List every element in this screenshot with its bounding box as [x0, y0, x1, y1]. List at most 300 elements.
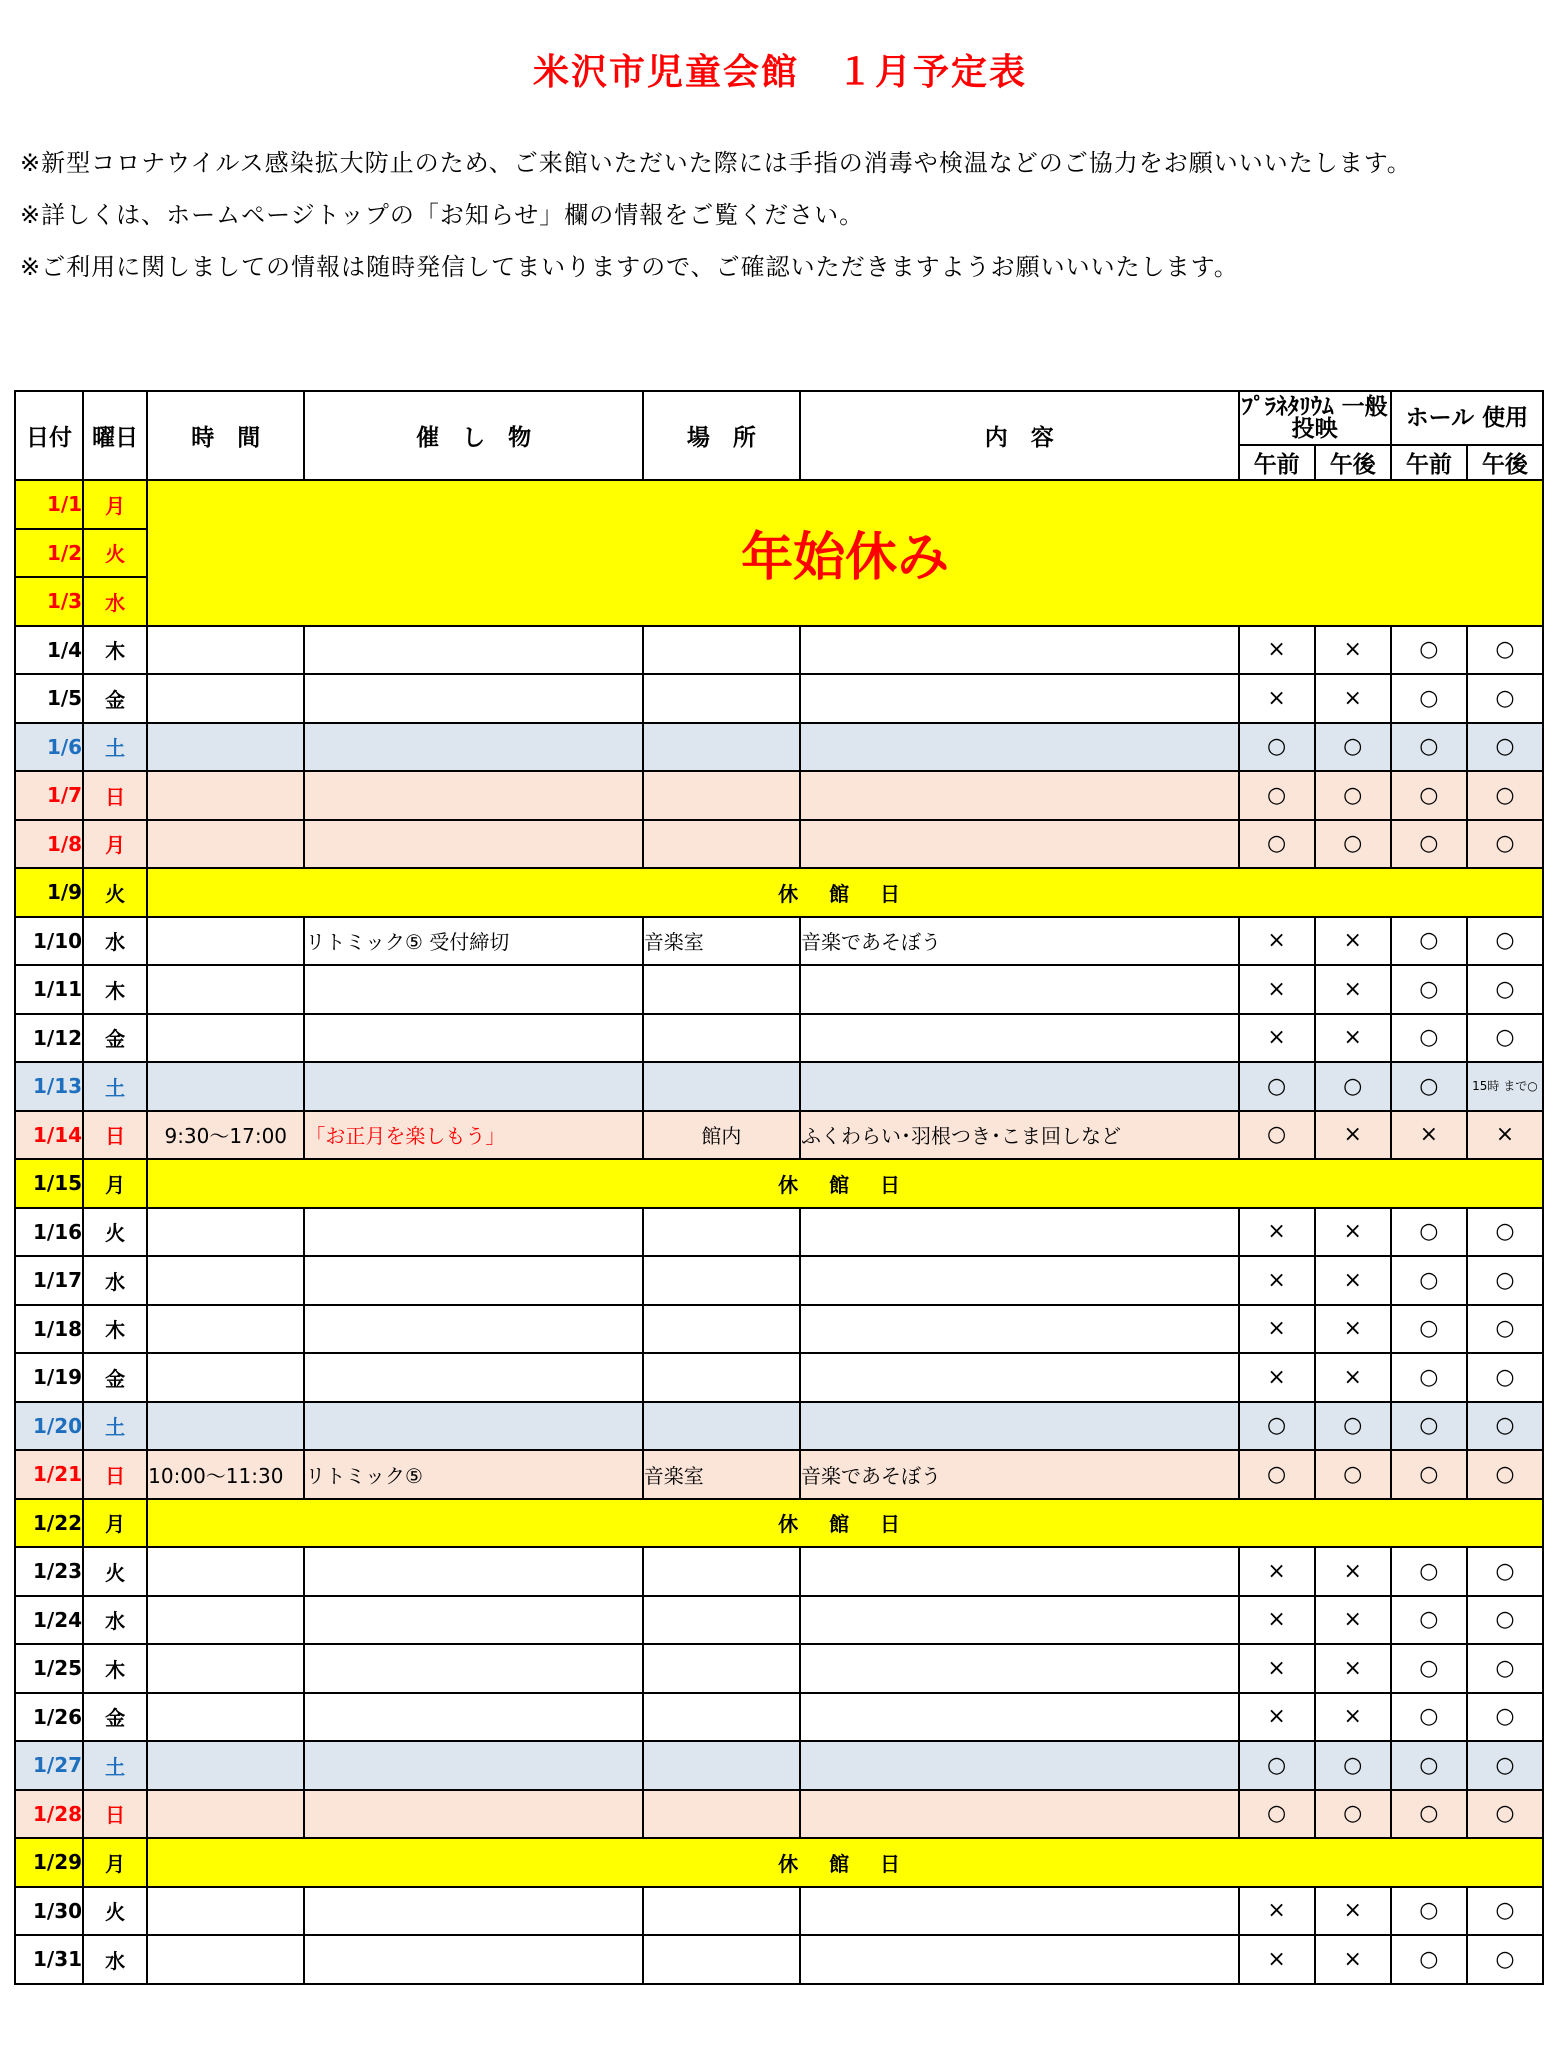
table-row: [15, 1887, 1543, 1936]
time-cell: [147, 1547, 304, 1596]
header-hall-pm: 午後: [1467, 445, 1543, 480]
weekday-cell: 火: [83, 529, 147, 578]
content-cell: [800, 1693, 1239, 1742]
content-cell: ふくわらい･羽根つき･こま回しなど: [800, 1111, 1239, 1160]
hall-pm-cell: ○: [1467, 1741, 1543, 1790]
event-cell: [304, 1547, 642, 1596]
content-cell: 音楽であそぼう: [800, 917, 1239, 966]
event-cell: [304, 1741, 642, 1790]
table-row: [15, 1014, 1543, 1063]
date-cell: 1/27: [15, 1741, 83, 1790]
table-row: [15, 771, 1543, 820]
table-row: [15, 868, 1543, 917]
header-planetarium-pm: 午後: [1315, 445, 1391, 480]
event-cell: [304, 1208, 642, 1257]
hall-pm-cell: ○: [1467, 1547, 1543, 1596]
date-cell: 1/30: [15, 1887, 83, 1936]
weekday-cell: 火: [83, 1887, 147, 1936]
place-cell: [643, 1305, 800, 1354]
hall-pm-cell: ○: [1467, 771, 1543, 820]
weekday-cell: 月: [83, 820, 147, 869]
event-cell: [304, 1014, 642, 1063]
header-event: 催 し 物: [304, 391, 642, 480]
planetarium-pm-cell: ×: [1315, 1693, 1391, 1742]
event-cell: [304, 626, 642, 675]
event-cell: [304, 1402, 642, 1451]
hall-am-cell: ○: [1391, 723, 1467, 772]
place-cell: [643, 1790, 800, 1839]
place-cell: [643, 1935, 800, 1984]
content-cell: [800, 1062, 1239, 1111]
planetarium-pm-cell: ×: [1315, 1208, 1391, 1257]
closed-day-label: 休 館 日: [147, 868, 1543, 917]
header-weekday: 曜日: [83, 391, 147, 480]
planetarium-am-cell: ×: [1239, 674, 1315, 723]
date-cell: 1/21: [15, 1450, 83, 1499]
table-row: [15, 1693, 1543, 1742]
weekday-cell: 土: [83, 723, 147, 772]
time-cell: [147, 723, 304, 772]
planetarium-am-cell: ×: [1239, 1887, 1315, 1936]
hall-pm-cell: ○: [1467, 626, 1543, 675]
content-cell: [800, 1741, 1239, 1790]
planetarium-pm-cell: ○: [1315, 1062, 1391, 1111]
header-time: 時 間: [147, 391, 304, 480]
date-cell: 1/17: [15, 1256, 83, 1305]
date-cell: 1/12: [15, 1014, 83, 1063]
planetarium-pm-cell: ○: [1315, 820, 1391, 869]
weekday-cell: 土: [83, 1741, 147, 1790]
event-cell: [304, 1305, 642, 1354]
planetarium-am-cell: ×: [1239, 1256, 1315, 1305]
header-date: 日付: [15, 391, 83, 480]
weekday-cell: 水: [83, 1256, 147, 1305]
weekday-cell: 日: [83, 1790, 147, 1839]
content-cell: [800, 1014, 1239, 1063]
place-cell: 音楽室: [643, 1450, 800, 1499]
planetarium-pm-cell: ○: [1315, 723, 1391, 772]
hall-pm-cell: ○: [1467, 1305, 1543, 1354]
schedule-body: [15, 480, 1543, 1984]
hall-pm-cell: ○: [1467, 674, 1543, 723]
table-row: [15, 1935, 1543, 1984]
content-cell: [800, 965, 1239, 1014]
weekday-cell: 日: [83, 771, 147, 820]
content-cell: [800, 1402, 1239, 1451]
hall-pm-cell: ○: [1467, 820, 1543, 869]
planetarium-am-cell: ×: [1239, 1596, 1315, 1645]
planetarium-am-cell: ×: [1239, 1935, 1315, 1984]
time-cell: [147, 1208, 304, 1257]
place-cell: [643, 771, 800, 820]
time-cell: [147, 1644, 304, 1693]
time-cell: 10:00～11:30: [147, 1450, 304, 1499]
header-planetarium: ﾌﾟﾗﾈﾀﾘｳﾑ 一般投映: [1239, 391, 1391, 445]
date-cell: 1/31: [15, 1935, 83, 1984]
event-cell: リトミック⑤ 受付締切: [304, 917, 642, 966]
planetarium-am-cell: ○: [1239, 820, 1315, 869]
table-row: [15, 1644, 1543, 1693]
planetarium-am-cell: ○: [1239, 771, 1315, 820]
planetarium-pm-cell: ×: [1315, 1305, 1391, 1354]
date-cell: 1/15: [15, 1159, 83, 1208]
date-cell: 1/7: [15, 771, 83, 820]
weekday-cell: 木: [83, 1305, 147, 1354]
table-row: [15, 723, 1543, 772]
place-cell: [643, 723, 800, 772]
closed-day-label: 休 館 日: [147, 1838, 1543, 1887]
event-cell: [304, 771, 642, 820]
place-cell: [643, 1402, 800, 1451]
event-cell: [304, 1790, 642, 1839]
weekday-cell: 土: [83, 1402, 147, 1451]
table-row: [15, 1790, 1543, 1839]
planetarium-am-cell: ×: [1239, 1547, 1315, 1596]
weekday-cell: 月: [83, 1159, 147, 1208]
date-cell: 1/16: [15, 1208, 83, 1257]
notice-line: ※詳しくは、ホームページトップの「お知らせ」欄の情報をご覧ください。: [20, 201, 865, 229]
date-cell: 1/10: [15, 917, 83, 966]
planetarium-am-cell: ○: [1239, 1450, 1315, 1499]
planetarium-pm-cell: ○: [1315, 1402, 1391, 1451]
notice-line: ※新型コロナウイルス感染拡大防止のため、ご来館いただいた際には手指の消毒や検温などのご協力をお願いいいたします。: [20, 149, 1412, 177]
date-cell: 1/24: [15, 1596, 83, 1645]
hall-am-cell: ○: [1391, 771, 1467, 820]
place-cell: [643, 1256, 800, 1305]
header-place: 場 所: [643, 391, 800, 480]
table-row: [15, 1838, 1543, 1887]
weekday-cell: 月: [83, 1838, 147, 1887]
planetarium-pm-cell: ×: [1315, 674, 1391, 723]
planetarium-am-cell: ×: [1239, 1644, 1315, 1693]
content-cell: [800, 1353, 1239, 1402]
time-cell: [147, 1693, 304, 1742]
event-cell: [304, 723, 642, 772]
hall-am-cell: ○: [1391, 917, 1467, 966]
place-cell: [643, 626, 800, 675]
planetarium-pm-cell: ×: [1315, 1887, 1391, 1936]
content-cell: [800, 1935, 1239, 1984]
time-cell: [147, 674, 304, 723]
hall-pm-cell: ○: [1467, 1256, 1543, 1305]
hall-pm-cell: ○: [1467, 917, 1543, 966]
planetarium-pm-cell: ×: [1315, 626, 1391, 675]
planetarium-am-cell: ×: [1239, 626, 1315, 675]
header-content: 内 容: [800, 391, 1239, 480]
weekday-cell: 木: [83, 1644, 147, 1693]
date-cell: 1/28: [15, 1790, 83, 1839]
page-title: 米沢市児童会館 １月予定表: [532, 52, 1027, 93]
date-cell: 1/22: [15, 1499, 83, 1548]
time-cell: [147, 1790, 304, 1839]
hall-am-cell: ○: [1391, 1402, 1467, 1451]
event-cell: [304, 1353, 642, 1402]
event-cell: [304, 1062, 642, 1111]
weekday-cell: 日: [83, 1450, 147, 1499]
table-row: [15, 820, 1543, 869]
weekday-cell: 月: [83, 480, 147, 529]
event-cell: [304, 1693, 642, 1742]
time-cell: 9:30～17:00: [147, 1111, 304, 1160]
planetarium-pm-cell: ×: [1315, 1935, 1391, 1984]
hall-am-cell: ○: [1391, 1256, 1467, 1305]
hall-am-cell: ○: [1391, 820, 1467, 869]
planetarium-pm-cell: ○: [1315, 1450, 1391, 1499]
table-row: [15, 1596, 1543, 1645]
place-cell: [643, 1547, 800, 1596]
hall-am-cell: ○: [1391, 1450, 1467, 1499]
planetarium-am-cell: ○: [1239, 1790, 1315, 1839]
hall-am-cell: ○: [1391, 1693, 1467, 1742]
table-row: [15, 626, 1543, 675]
hall-pm-cell: ○: [1467, 1596, 1543, 1645]
hall-am-cell: ○: [1391, 626, 1467, 675]
planetarium-pm-cell: ×: [1315, 1644, 1391, 1693]
planetarium-pm-cell: ×: [1315, 1256, 1391, 1305]
time-cell: [147, 820, 304, 869]
content-cell: [800, 626, 1239, 675]
hall-am-cell: ○: [1391, 1353, 1467, 1402]
time-cell: [147, 1596, 304, 1645]
hall-pm-cell: ○: [1467, 965, 1543, 1014]
hall-am-cell: ○: [1391, 1547, 1467, 1596]
weekday-cell: 火: [83, 1208, 147, 1257]
hall-am-cell: ○: [1391, 1887, 1467, 1936]
planetarium-am-cell: ×: [1239, 1305, 1315, 1354]
place-cell: [643, 1741, 800, 1790]
date-cell: 1/9: [15, 868, 83, 917]
header-hall-am: 午前: [1391, 445, 1467, 480]
hall-am-cell: ○: [1391, 965, 1467, 1014]
time-cell: [147, 771, 304, 820]
content-cell: 音楽であそぼう: [800, 1450, 1239, 1499]
date-cell: 1/2: [15, 529, 83, 578]
time-cell: [147, 626, 304, 675]
date-cell: 1/1: [15, 480, 83, 529]
hall-pm-cell: ○: [1467, 1450, 1543, 1499]
place-cell: [643, 820, 800, 869]
table-row: [15, 1353, 1543, 1402]
table-row: [15, 1305, 1543, 1354]
event-cell: [304, 820, 642, 869]
weekday-cell: 月: [83, 1499, 147, 1548]
content-cell: [800, 1790, 1239, 1839]
weekday-cell: 金: [83, 1693, 147, 1742]
weekday-cell: 木: [83, 965, 147, 1014]
weekday-cell: 木: [83, 626, 147, 675]
time-cell: [147, 1353, 304, 1402]
table-row: [15, 1208, 1543, 1257]
date-cell: 1/29: [15, 1838, 83, 1887]
table-row: [15, 674, 1543, 723]
hall-pm-cell: ○: [1467, 1887, 1543, 1936]
hall-pm-cell: ○: [1467, 723, 1543, 772]
place-cell: [643, 965, 800, 1014]
date-cell: 1/13: [15, 1062, 83, 1111]
date-cell: 1/3: [15, 577, 83, 626]
weekday-cell: 火: [83, 868, 147, 917]
hall-am-cell: ○: [1391, 1790, 1467, 1839]
weekday-cell: 金: [83, 1014, 147, 1063]
event-cell: [304, 1596, 642, 1645]
planetarium-pm-cell: ×: [1315, 917, 1391, 966]
weekday-cell: 火: [83, 1547, 147, 1596]
content-cell: [800, 1596, 1239, 1645]
hall-pm-cell: ×: [1467, 1111, 1543, 1160]
event-cell: リトミック⑤: [304, 1450, 642, 1499]
place-cell: [643, 1596, 800, 1645]
table-row: [15, 917, 1543, 966]
date-cell: 1/5: [15, 674, 83, 723]
table-row: [15, 1450, 1543, 1499]
event-cell: 「お正月を楽しもう」: [304, 1111, 642, 1160]
table-row: [15, 1159, 1543, 1208]
planetarium-am-cell: ○: [1239, 1111, 1315, 1160]
header-planetarium-am: 午前: [1239, 445, 1315, 480]
place-cell: 音楽室: [643, 917, 800, 966]
weekday-cell: 水: [83, 917, 147, 966]
time-cell: [147, 917, 304, 966]
planetarium-pm-cell: ×: [1315, 1353, 1391, 1402]
table-row: [15, 1499, 1543, 1548]
planetarium-pm-cell: ×: [1315, 965, 1391, 1014]
place-cell: [643, 1208, 800, 1257]
content-cell: [800, 1256, 1239, 1305]
time-cell: [147, 1305, 304, 1354]
date-cell: 1/26: [15, 1693, 83, 1742]
hall-am-cell: ○: [1391, 1644, 1467, 1693]
time-cell: [147, 1014, 304, 1063]
planetarium-am-cell: ○: [1239, 1062, 1315, 1111]
content-cell: [800, 1305, 1239, 1354]
hall-pm-cell: ○: [1467, 1014, 1543, 1063]
hall-am-cell: ○: [1391, 1208, 1467, 1257]
planetarium-am-cell: ○: [1239, 1741, 1315, 1790]
planetarium-pm-cell: ○: [1315, 1741, 1391, 1790]
header-hall: ホール 使用: [1391, 391, 1543, 445]
table-row: [15, 965, 1543, 1014]
planetarium-am-cell: ×: [1239, 917, 1315, 966]
hall-am-cell: ○: [1391, 1596, 1467, 1645]
date-cell: 1/11: [15, 965, 83, 1014]
time-cell: [147, 1935, 304, 1984]
table-row: [15, 1062, 1543, 1111]
place-cell: [643, 1693, 800, 1742]
planetarium-am-cell: ×: [1239, 1208, 1315, 1257]
content-cell: [800, 674, 1239, 723]
date-cell: 1/8: [15, 820, 83, 869]
planetarium-pm-cell: ○: [1315, 771, 1391, 820]
place-cell: [643, 1887, 800, 1936]
notice-section: [20, 150, 1500, 306]
planetarium-pm-cell: ×: [1315, 1596, 1391, 1645]
planetarium-am-cell: ×: [1239, 1353, 1315, 1402]
weekday-cell: 水: [83, 1935, 147, 1984]
place-cell: [643, 1062, 800, 1111]
planetarium-pm-cell: ×: [1315, 1014, 1391, 1063]
table-row: [15, 1256, 1543, 1305]
date-cell: 1/19: [15, 1353, 83, 1402]
date-cell: 1/18: [15, 1305, 83, 1354]
date-cell: 1/14: [15, 1111, 83, 1160]
hall-am-cell: ○: [1391, 1935, 1467, 1984]
table-row: [15, 1402, 1543, 1451]
weekday-cell: 金: [83, 674, 147, 723]
time-cell: [147, 1256, 304, 1305]
new-year-holiday-label: 年始休み: [147, 480, 1543, 626]
content-cell: [800, 1208, 1239, 1257]
planetarium-am-cell: ○: [1239, 723, 1315, 772]
hall-pm-cell: ○: [1467, 1353, 1543, 1402]
content-cell: [800, 1887, 1239, 1936]
closed-day-label: 休 館 日: [147, 1499, 1543, 1548]
planetarium-am-cell: ×: [1239, 965, 1315, 1014]
hall-pm-cell: 15時 まで○: [1467, 1062, 1543, 1111]
planetarium-pm-cell: ○: [1315, 1790, 1391, 1839]
planetarium-am-cell: ×: [1239, 1014, 1315, 1063]
content-cell: [800, 820, 1239, 869]
time-cell: [147, 1887, 304, 1936]
hall-am-cell: ×: [1391, 1111, 1467, 1160]
hall-am-cell: ○: [1391, 1741, 1467, 1790]
weekday-cell: 水: [83, 1596, 147, 1645]
event-cell: [304, 674, 642, 723]
table-row: [15, 1111, 1543, 1160]
hall-am-cell: ○: [1391, 1062, 1467, 1111]
place-cell: [643, 1644, 800, 1693]
hall-am-cell: ○: [1391, 674, 1467, 723]
content-cell: [800, 1644, 1239, 1693]
event-cell: [304, 965, 642, 1014]
time-cell: [147, 1402, 304, 1451]
table-row: [15, 480, 1543, 529]
schedule-table: [14, 390, 1544, 1985]
table-row: [15, 1547, 1543, 1596]
hall-pm-cell: ○: [1467, 1935, 1543, 1984]
place-cell: 館内: [643, 1111, 800, 1160]
hall-am-cell: ○: [1391, 1014, 1467, 1063]
time-cell: [147, 1741, 304, 1790]
planetarium-am-cell: ○: [1239, 1402, 1315, 1451]
place-cell: [643, 674, 800, 723]
table-row: [15, 1741, 1543, 1790]
content-cell: [800, 723, 1239, 772]
planetarium-am-cell: ×: [1239, 1693, 1315, 1742]
hall-pm-cell: ○: [1467, 1790, 1543, 1839]
planetarium-pm-cell: ×: [1315, 1547, 1391, 1596]
date-cell: 1/6: [15, 723, 83, 772]
hall-pm-cell: ○: [1467, 1402, 1543, 1451]
event-cell: [304, 1644, 642, 1693]
date-cell: 1/4: [15, 626, 83, 675]
hall-am-cell: ○: [1391, 1305, 1467, 1354]
time-cell: [147, 965, 304, 1014]
weekday-cell: 土: [83, 1062, 147, 1111]
event-cell: [304, 1935, 642, 1984]
weekday-cell: 日: [83, 1111, 147, 1160]
planetarium-pm-cell: ×: [1315, 1111, 1391, 1160]
place-cell: [643, 1353, 800, 1402]
hall-pm-cell: ○: [1467, 1644, 1543, 1693]
weekday-cell: 金: [83, 1353, 147, 1402]
hall-pm-cell: ○: [1467, 1208, 1543, 1257]
date-cell: 1/25: [15, 1644, 83, 1693]
content-cell: [800, 771, 1239, 820]
content-cell: [800, 1547, 1239, 1596]
hall-pm-cell: ○: [1467, 1693, 1543, 1742]
event-cell: [304, 1887, 642, 1936]
place-cell: [643, 1014, 800, 1063]
